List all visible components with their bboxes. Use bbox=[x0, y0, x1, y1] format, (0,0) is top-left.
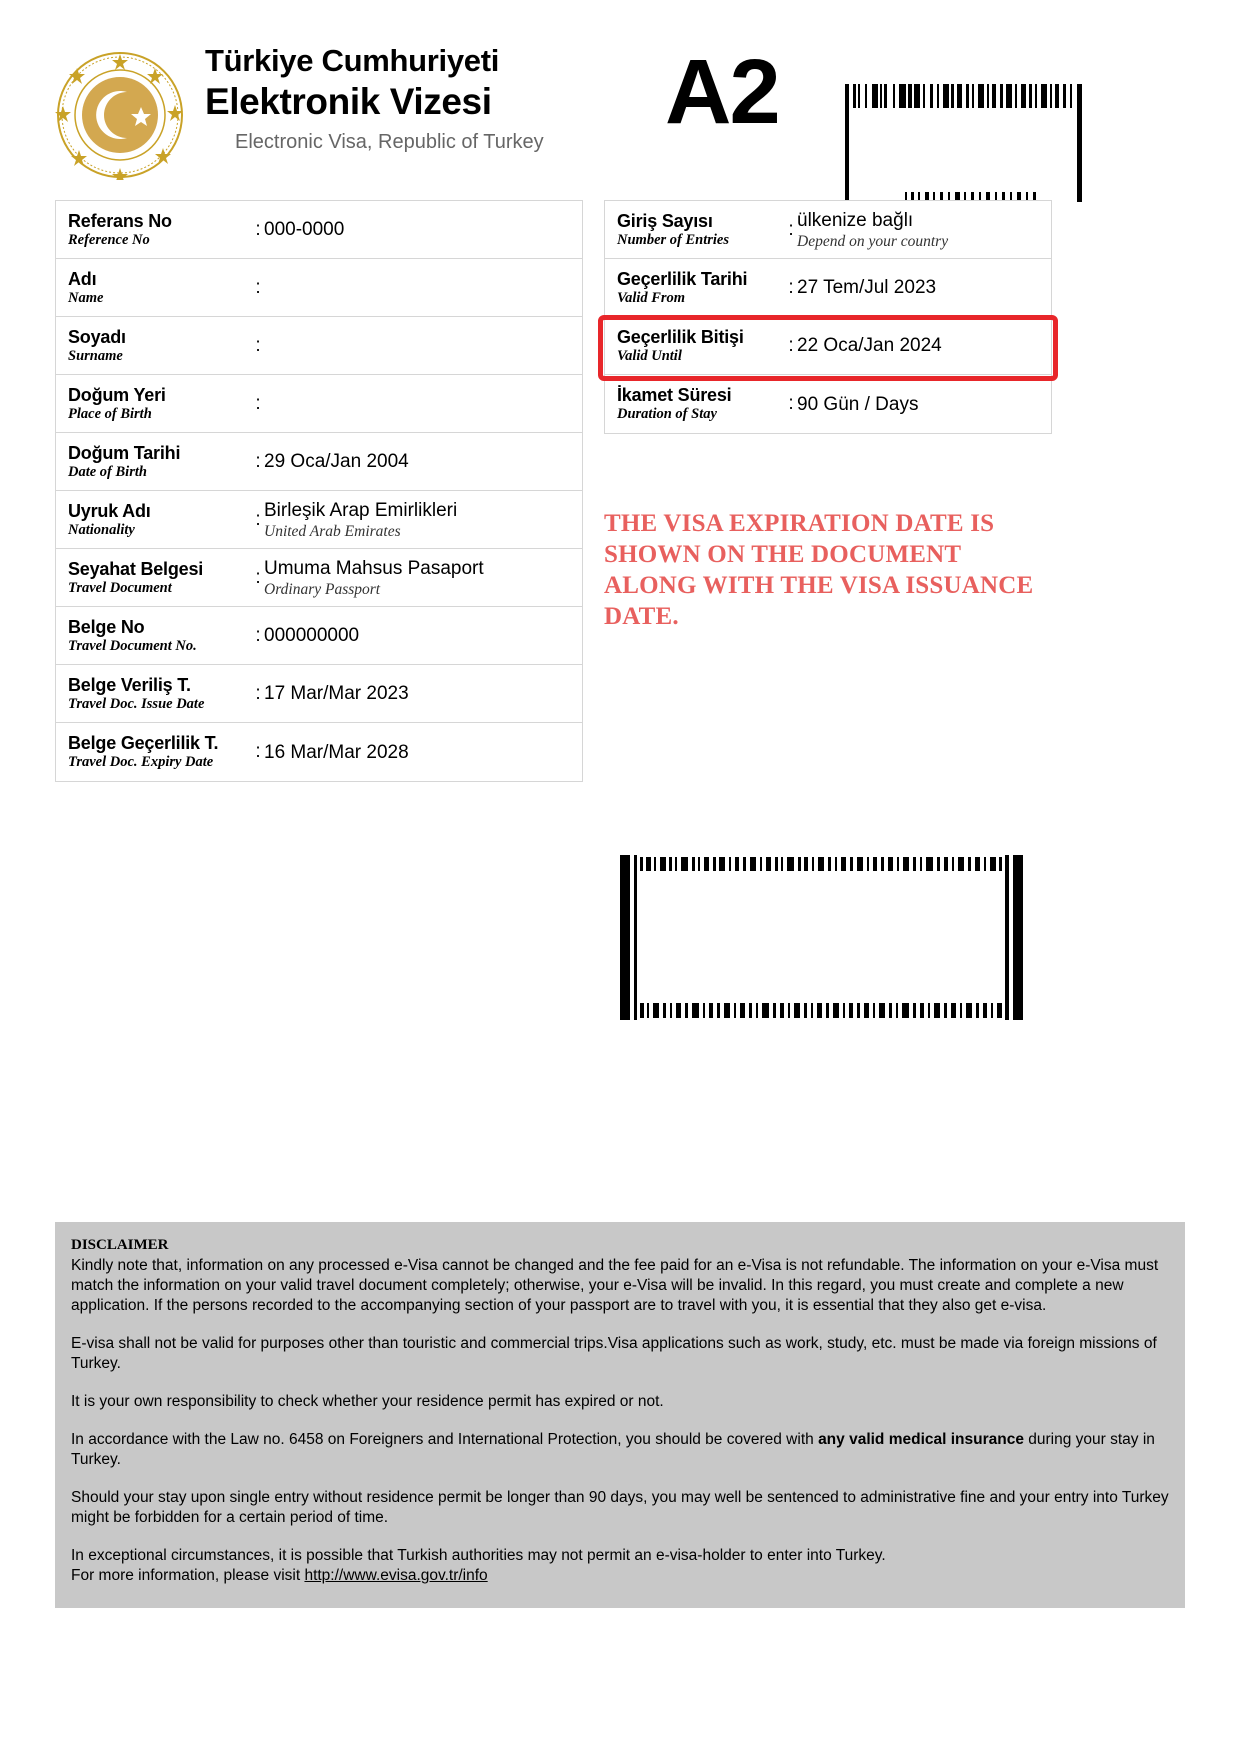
label-english: Surname bbox=[68, 347, 123, 364]
table-row bbox=[56, 607, 582, 665]
label-turkish: Belge Geçerlilik T. bbox=[68, 733, 219, 753]
visa-type-code: A2 bbox=[665, 41, 779, 143]
label-turkish: İkamet Süresi bbox=[617, 385, 732, 405]
row-value bbox=[785, 328, 1051, 363]
label-turkish: Doğum Tarihi bbox=[68, 442, 181, 463]
value-turkish: 000000000 bbox=[264, 625, 360, 646]
table-row bbox=[56, 491, 582, 549]
value-turkish: ülkenize bağlı bbox=[797, 209, 914, 231]
label-turkish: Doğum Yeri bbox=[68, 384, 166, 405]
disclaimer-panel bbox=[55, 1222, 1185, 1608]
label-turkish: Giriş Sayısı bbox=[617, 210, 713, 231]
table-row bbox=[605, 375, 1051, 433]
table-row bbox=[56, 201, 582, 259]
disclaimer-paragraph-4 bbox=[71, 1430, 1169, 1470]
row-label bbox=[56, 727, 252, 777]
label-english: Date of Birth bbox=[68, 463, 147, 480]
value-turkish: 27 Tem/Jul 2023 bbox=[797, 277, 937, 298]
disclaimer-paragraph-1: Kindly note that, information on any processed e-Visa cannot be changed and the fee paid for an e-Visa is not refundable. The information on your e-Visa must match the information on your valid travel document completely; otherwise, your e-Visa will be invalid. In this regard, you must create and complete a new application. If the persons recorded to the accompanying section of your passport are to travel with you, it is essential that they also get e-visa. bbox=[71, 1257, 1159, 1314]
row-value bbox=[252, 676, 582, 711]
row-label bbox=[56, 205, 252, 255]
label-english: Nationality bbox=[68, 521, 135, 538]
table-row bbox=[56, 723, 582, 781]
colon-separator: : bbox=[255, 624, 261, 646]
title-turkish-line2: Elektronik Vizesi bbox=[205, 81, 492, 122]
colon-separator: : bbox=[788, 218, 794, 240]
row-value bbox=[785, 270, 1051, 305]
label-turkish: Referans No bbox=[68, 210, 172, 231]
table-row bbox=[56, 375, 582, 433]
colon-separator: : bbox=[255, 392, 261, 414]
value-english: United Arab Emirates bbox=[264, 522, 401, 540]
insurance-text-suffix: during your stay in Turkey. bbox=[71, 1431, 1155, 1468]
table-row bbox=[56, 259, 582, 317]
disclaimer-paragraph-2: E-visa shall not be valid for purposes other than touristic and commercial trips.Visa applications such as work, study, etc. must be made via foreign missions of Turkey. bbox=[71, 1335, 1157, 1372]
label-english: Travel Document No. bbox=[68, 637, 197, 654]
label-turkish: Uyruk Adı bbox=[68, 500, 151, 521]
row-label bbox=[56, 669, 252, 719]
row-value bbox=[785, 387, 1051, 422]
label-english: Name bbox=[68, 289, 104, 306]
insurance-text-bold: any valid medical insurance bbox=[818, 1431, 1024, 1448]
row-label bbox=[605, 379, 785, 429]
row-value bbox=[252, 212, 582, 247]
table-row bbox=[56, 317, 582, 375]
disclaimer-paragraph-3: It is your own responsibility to check whether your residence permit has expired or not. bbox=[71, 1393, 664, 1410]
document-header bbox=[55, 42, 1185, 182]
row-value bbox=[252, 272, 582, 304]
table-row bbox=[56, 665, 582, 723]
row-value bbox=[252, 330, 582, 362]
row-value bbox=[252, 618, 582, 653]
row-label bbox=[56, 321, 252, 371]
label-english: Travel Document bbox=[68, 579, 172, 596]
colon-separator: : bbox=[788, 334, 794, 356]
more-info-prefix: For more information, please visit bbox=[71, 1567, 305, 1584]
insurance-text-prefix: In accordance with the Law no. 6458 on Foreigners and International Protection, you should be covered with bbox=[71, 1431, 819, 1448]
expiration-date-annotation: THE VISA EXPIRATION DATE IS SHOWN ON THE DOCUMENT ALONG WITH THE VISA ISSUANCE DATE. bbox=[604, 510, 1034, 630]
row-label bbox=[605, 321, 785, 371]
colon-separator: : bbox=[255, 682, 261, 704]
row-value bbox=[252, 388, 582, 420]
label-english: Valid Until bbox=[617, 347, 682, 364]
colon-separator: : bbox=[255, 276, 261, 298]
title-turkish-line1: Türkiye Cumhuriyeti bbox=[205, 43, 500, 78]
label-turkish: Geçerlilik Tarihi bbox=[617, 268, 748, 289]
colon-separator: : bbox=[255, 566, 261, 588]
row-label bbox=[56, 263, 252, 313]
table-row bbox=[56, 433, 582, 491]
row-value bbox=[252, 444, 582, 479]
row-label bbox=[56, 553, 252, 603]
row-value bbox=[252, 493, 582, 547]
row-label bbox=[56, 437, 252, 487]
table-row bbox=[56, 549, 582, 607]
label-english: Reference No bbox=[68, 231, 150, 248]
evisa-info-link[interactable]: http://www.evisa.gov.tr/info bbox=[304, 1567, 488, 1584]
colon-separator: : bbox=[255, 218, 261, 240]
colon-separator: : bbox=[255, 741, 261, 762]
row-label bbox=[605, 263, 785, 313]
colon-separator: : bbox=[788, 393, 794, 414]
row-label bbox=[56, 611, 252, 661]
bottom-2d-barcode bbox=[620, 855, 1025, 1020]
table-row-valid-until bbox=[605, 317, 1051, 375]
value-turkish: Umuma Mahsus Pasaport bbox=[264, 557, 484, 579]
label-english: Duration of Stay bbox=[617, 406, 717, 422]
colon-separator: : bbox=[788, 276, 794, 298]
label-english: Valid From bbox=[617, 289, 686, 306]
visa-validity-table bbox=[604, 200, 1052, 434]
label-english: Number of Entries bbox=[617, 231, 729, 248]
label-turkish: Geçerlilik Bitişi bbox=[617, 326, 744, 347]
colon-separator: : bbox=[255, 450, 261, 472]
table-row bbox=[605, 201, 1051, 259]
row-label bbox=[56, 495, 252, 545]
label-english: Travel Doc. Issue Date bbox=[68, 695, 205, 712]
value-turkish: 90 Gün / Days bbox=[797, 393, 919, 415]
value-turkish: 22 Oca/Jan 2024 bbox=[797, 335, 942, 356]
label-english: Place of Birth bbox=[68, 405, 152, 422]
value-english: Depend on your country bbox=[797, 232, 949, 250]
label-turkish: Belge Veriliş T. bbox=[68, 674, 191, 695]
label-turkish: Seyahat Belgesi bbox=[68, 558, 204, 579]
label-turkish: Belge No bbox=[68, 616, 145, 637]
row-value bbox=[785, 203, 1051, 257]
row-label bbox=[56, 379, 252, 429]
turkey-mfa-emblem-icon bbox=[55, 50, 185, 180]
row-value bbox=[252, 735, 582, 770]
value-turkish: Birleşik Arap Emirlikleri bbox=[264, 499, 458, 521]
disclaimer-title: DISCLAIMER bbox=[71, 1237, 169, 1253]
value-turkish: 29 Oca/Jan 2004 bbox=[264, 451, 409, 472]
disclaimer-paragraph-7 bbox=[71, 1566, 1169, 1586]
label-english: Travel Doc. Expiry Date bbox=[68, 754, 214, 770]
title-english: Electronic Visa, Republic of Turkey bbox=[235, 131, 544, 153]
value-turkish: 17 Mar/Mar 2023 bbox=[264, 683, 409, 704]
table-row bbox=[605, 259, 1051, 317]
top-barcode bbox=[845, 84, 1085, 204]
document-title-block bbox=[205, 42, 625, 156]
row-label bbox=[605, 205, 785, 255]
label-turkish: Soyadı bbox=[68, 326, 126, 347]
colon-separator: : bbox=[255, 508, 261, 530]
value-turkish: 16 Mar/Mar 2028 bbox=[264, 741, 409, 763]
value-english: Ordinary Passport bbox=[264, 580, 381, 598]
colon-separator: : bbox=[255, 334, 261, 356]
disclaimer-paragraph-6: In exceptional circumstances, it is possible that Turkish authorities may not permit an e-visa-holder to enter into Turkey. bbox=[71, 1547, 886, 1564]
applicant-details-table bbox=[55, 200, 583, 782]
disclaimer-paragraph-5: Should your stay upon single entry without residence permit be longer than 90 days, you may well be sentenced to administrative fine and your entry into Turkey might be forbidden for a certain period of time. bbox=[71, 1489, 1169, 1526]
row-value bbox=[252, 551, 582, 605]
label-turkish: Adı bbox=[68, 268, 97, 289]
value-turkish: 000-0000 bbox=[264, 219, 345, 240]
